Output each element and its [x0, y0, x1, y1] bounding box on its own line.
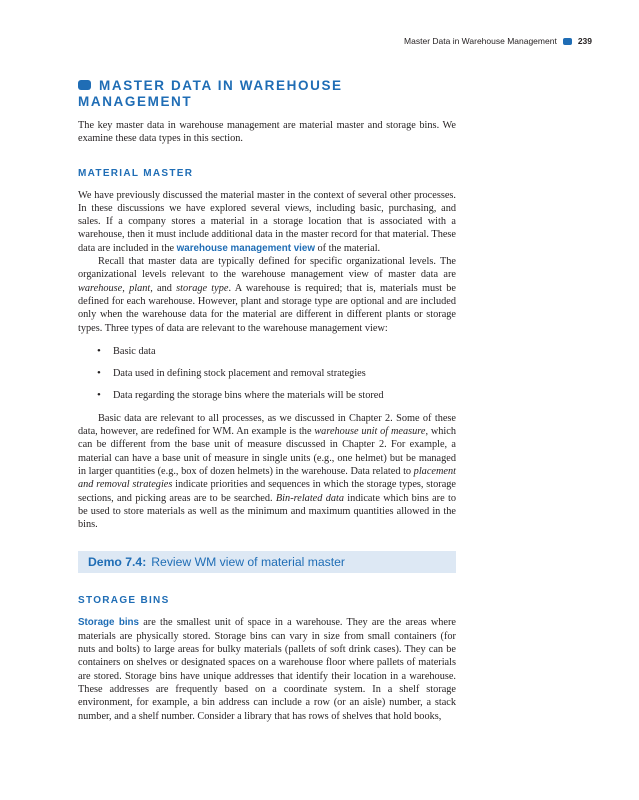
- list-item: • Basic data: [78, 345, 456, 358]
- blue-square-icon: [78, 80, 91, 90]
- demo-title: Review WM view of material master: [151, 555, 345, 570]
- section-heading-material-master: MATERIAL MASTER: [78, 167, 194, 179]
- intro-paragraph: The key master data in warehouse management are material master and storage bins. We examine these data types in this section.: [78, 120, 456, 145]
- section-heading-storage-bins: STORAGE BINS: [78, 595, 170, 607]
- material-master-paragraph-1: We have previously discussed the material master in the context of several other processes. In these discussions we have explored several views, including basic, purchasing, and sales. If a company stores a material in a storage location that is associated with a warehouse, then it must include additional data in the master record for that material. These data are included in the warehouse management view of the material.: [78, 189, 456, 254]
- key-term-storage-bins: Storage bins: [78, 617, 139, 629]
- running-head: [404, 36, 592, 46]
- blue-square-icon: [563, 38, 572, 45]
- material-master-paragraph-3: Basic data are relevant to all processes, as we discussed in Chapter 2. Some of these data, however, are redefined for WM. An example is the warehouse unit of measure, which can be different from the base unit of measure discussed in Chapter 2. For example, a material can have a base unit of measure in single units (e.g., one helmet) but be managed in larger quantities (e.g., box of dozen helmets) in the warehouse. Data related to placement and removal strategies indicate priorities and sequences in which the storage types, storage sections, and picking areas are to be searched. Bin-related data indicate which bins are to be used to store materials as well as the minimum and maximum quantities allowed in the bins.: [78, 412, 456, 531]
- page-content: [78, 78, 456, 723]
- list-item: • Data used in defining stock placement and removal strategies: [78, 367, 456, 380]
- storage-bins-paragraph: Storage bins are the smallest unit of space in a warehouse. They are the areas where materials are physically stored. Storage bins can vary in size from small containers (for nuts and bolts) to large areas for bulky materials (pallets of soft drink cases). They can be containers on shelves or designated spaces on a warehouse floor where pallets of materials are stored. Storage bins have unique addresses that identify their location in a warehouse. These addresses are frequently based on a coordinate system. In a shelf storage environment, for example, a bin address can include a row (or an aisle) number, a stack number, and a shelf number. Consider a library that has rows of shelves that hold books,: [78, 617, 456, 722]
- demo-callout: [78, 551, 456, 573]
- chapter-heading-line1: MASTER DATA IN WAREHOUSE: [99, 78, 343, 93]
- data-types-list: [78, 345, 456, 403]
- demo-label: Demo 7.4:: [88, 555, 147, 570]
- running-head-title: Master Data in Warehouse Management: [404, 36, 557, 46]
- list-item: • Data regarding the storage bins where the materials will be stored: [78, 389, 456, 402]
- key-term-warehouse-management-view: warehouse management view: [176, 242, 315, 254]
- chapter-heading-line2: MANAGEMENT: [78, 94, 193, 109]
- material-master-paragraph-2: Recall that master data are typically defined for specific organizational levels. The organizational levels relevant to the warehouse management view of master data are warehouse, plant, and storage type. A warehouse is required; that is, materials must be defined for each warehouse. However, plant and storage type are optional and are included only when the warehouse data for the material are different in different plants or storage types. Three types of data are relevant to the warehouse management view:: [78, 256, 456, 334]
- chapter-heading: [78, 78, 456, 110]
- page-number: 239: [577, 36, 592, 46]
